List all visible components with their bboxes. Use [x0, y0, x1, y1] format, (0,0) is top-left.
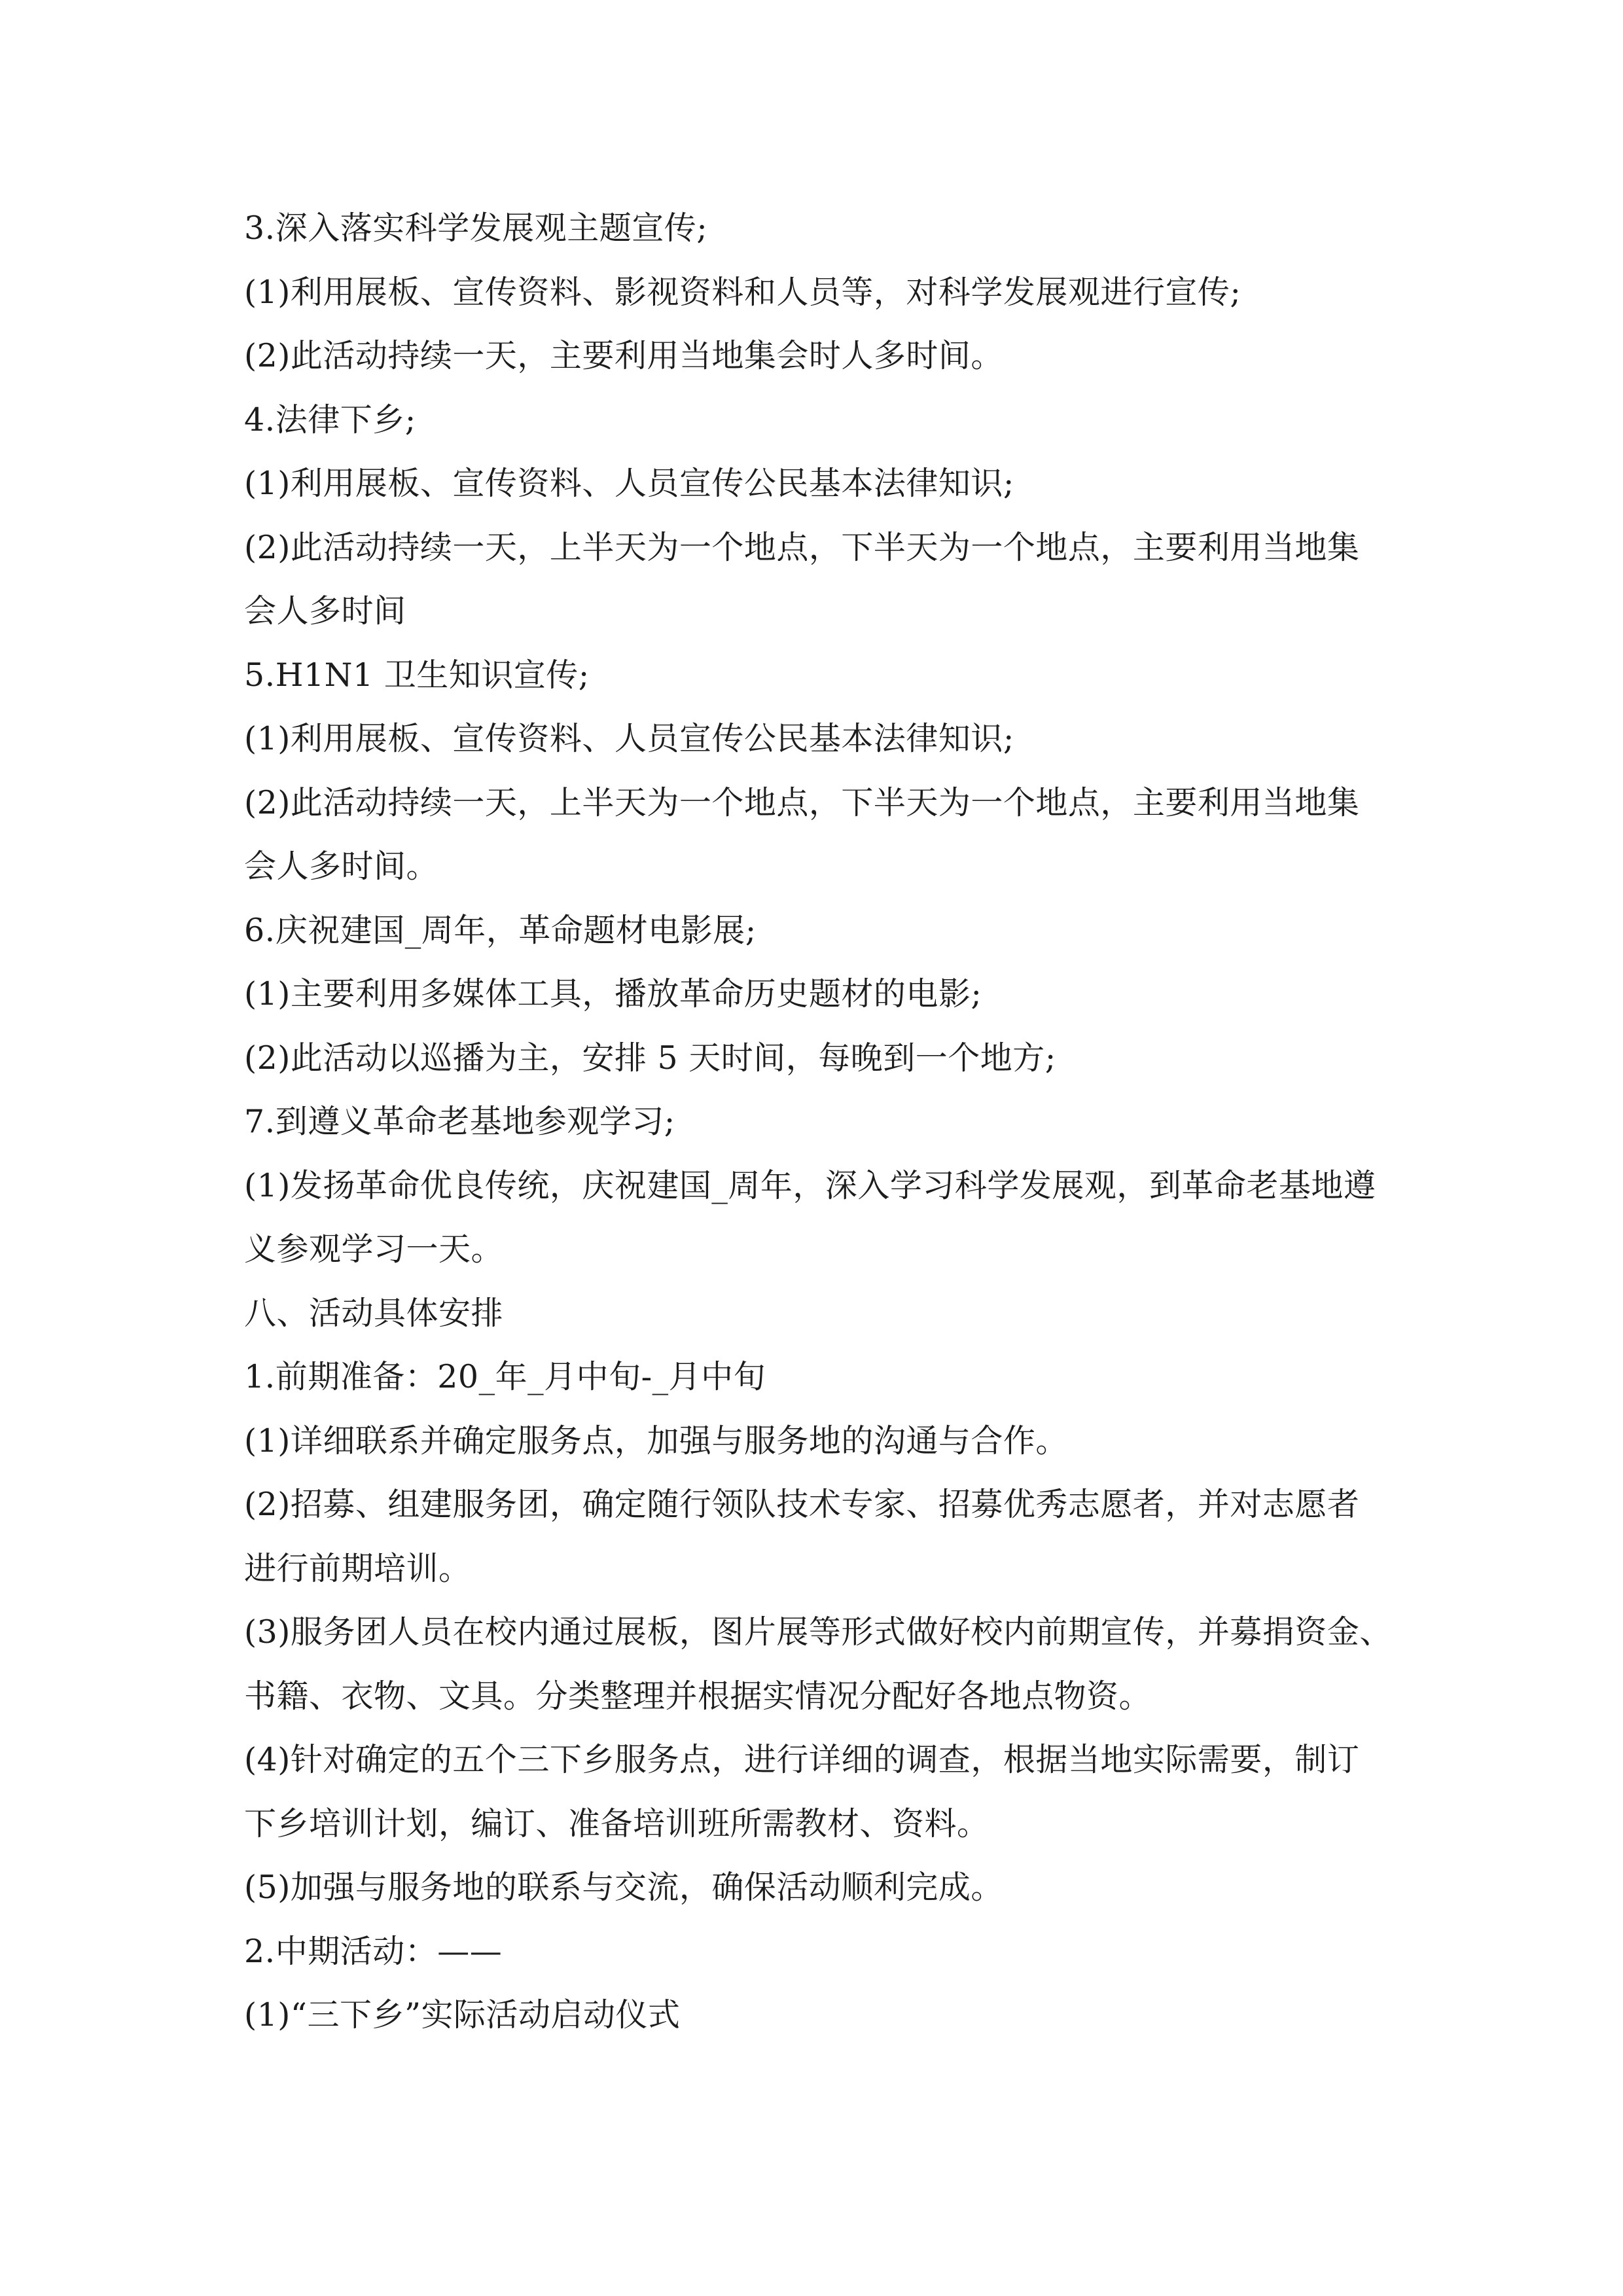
text-line: 4.法律下乡;	[244, 401, 416, 439]
text-line: 7.到遵义革命老基地参观学习;	[244, 1103, 675, 1140]
text-line: 3.深入落实科学发展观主题宣传;	[244, 209, 708, 247]
text-line: (2)此活动持续一天，上半天为一个地点，下半天为一个地点，主要利用当地集	[244, 528, 1360, 566]
text-line: (2)此活动持续一天，主要利用当地集会时人多时间。	[244, 337, 1003, 374]
text-line: 义参观学习一天。	[244, 1230, 504, 1268]
text-line: 5.H1N1 卫生知识宣传;	[244, 656, 590, 694]
text-line: 书籍、衣物、文具。分类整理并根据实情况分配好各地点物资。	[244, 1677, 1152, 1715]
text-line: (5)加强与服务地的联系与交流，确保活动顺利完成。	[244, 1869, 1003, 1906]
text-line: 下乡培训计划，编订、准备培训班所需教材、资料。	[244, 1804, 990, 1842]
text-line: 1.前期准备：20_年_月中旬-_月中旬	[244, 1358, 766, 1395]
text-line: (1)主要利用多媒体工具，播放革命历史题材的电影;	[244, 975, 982, 1013]
text-line: 6.庆祝建国_周年，革命题材电影展;	[244, 911, 757, 949]
text-line: (1)利用展板、宣传资料、人员宣传公民基本法律知识;	[244, 720, 1014, 757]
text-line: (4)针对确定的五个三下乡服务点，进行详细的调查，根据当地实际需要，制订	[244, 1741, 1360, 1778]
text-line: (1)利用展板、宣传资料、人员宣传公民基本法律知识;	[244, 465, 1014, 502]
text-line: (2)此活动持续一天，上半天为一个地点，下半天为一个地点，主要利用当地集	[244, 783, 1360, 821]
text-line: 会人多时间。	[244, 848, 439, 885]
text-line: 会人多时间	[244, 592, 406, 630]
document-body	[244, 196, 1402, 2047]
text-line: 2.中期活动：——	[244, 1932, 503, 1970]
text-line: 进行前期培训。	[244, 1549, 471, 1587]
text-line: (1)利用展板、宣传资料、影视资料和人员等，对科学发展观进行宣传;	[244, 273, 1241, 311]
section-heading: 八、活动具体安排	[244, 1294, 504, 1332]
text-line: (1)“三下乡”实际活动启动仪式	[244, 1996, 681, 2034]
text-line: (1)发扬革命优良传统，庆祝建国_周年，深入学习科学发展观，到革命老基地遵	[244, 1166, 1376, 1204]
text-line: (2)招募、组建服务团，确定随行领队技术专家、招募优秀志愿者，并对志愿者	[244, 1486, 1360, 1523]
text-line: (2)此活动以巡播为主，安排 5 天时间，每晚到一个地方;	[244, 1039, 1056, 1077]
text-line: (3)服务团人员在校内通过展板，图片展等形式做好校内前期宣传，并募捐资金、	[244, 1613, 1392, 1651]
text-line: (1)详细联系并确定服务点，加强与服务地的沟通与合作。	[244, 1422, 1068, 1460]
